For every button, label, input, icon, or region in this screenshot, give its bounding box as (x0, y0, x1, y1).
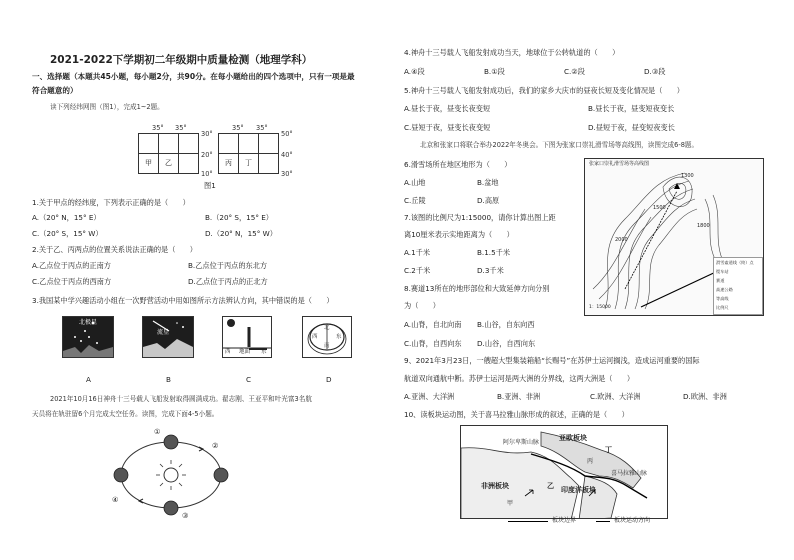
q5-stem: 5.神舟十三号载人飞船发射成功后，我们的家乡大庆市的昼夜长短及变化情况是（ ） (404, 86, 684, 95)
q1-stem: 1.关于甲点的经纬度，下列表示正确的是（ ） (32, 198, 190, 207)
cell-yi: 乙 (159, 154, 179, 174)
cell-ding: 丁 (239, 154, 259, 174)
fig1-lon-3: 35° (232, 124, 244, 132)
q5-opt-c[interactable]: C.昼短于夜，昼变长夜变短 (404, 123, 491, 132)
q2-opt-b[interactable]: B.乙点位于丙点的东北方 (188, 261, 268, 270)
contour-scale: 1：15000 (589, 305, 611, 310)
plate-africa-label: 非洲板块 (481, 482, 509, 490)
orbit-label-3: ③ (182, 511, 189, 520)
fig1-lat-6: 30° (281, 170, 293, 178)
q6-opt-d[interactable]: D.高原 (477, 196, 500, 205)
q9-opt-a[interactable]: A.亚洲、大洋洲 (404, 392, 455, 401)
q9-opt-d[interactable]: D.欧洲、非洲 (683, 392, 727, 401)
q5-opt-a[interactable]: A.昼长于夜，昼变长夜变短 (404, 104, 491, 113)
q7-opt-c[interactable]: C.2千米 (404, 266, 431, 275)
q8-stem-cont: 为（ ） (404, 301, 440, 310)
contour-elev-2: 2000 (615, 237, 628, 243)
q4-opt-d[interactable]: D.③段 (644, 67, 666, 76)
fig1-lon-1: 35° (152, 124, 164, 132)
legend-boundary-line (508, 521, 548, 522)
contour-map (584, 158, 764, 316)
fig1-grid-right (218, 133, 279, 174)
q6-opt-a[interactable]: A.山地 (404, 178, 426, 187)
legend-lift: 滑雪索道线（终）点 (716, 260, 754, 265)
intro-q6-8: 北京和张家口将联合举办2022年冬奥会。下图为张家口崇礼滑雪场等高线图，读图完成6-8题。 (420, 141, 699, 149)
contour-elev-3: 1800 (697, 223, 710, 229)
q8-opt-a[interactable]: A.山脊，自北向南 (404, 320, 462, 329)
fig1-grid-left (138, 133, 199, 174)
q4-opt-b[interactable]: B.①段 (484, 67, 505, 76)
contour-legend (713, 257, 763, 315)
q1-opt-b[interactable]: B.（20° S，15° E） (205, 213, 273, 222)
q3-a-label: 北极星 (79, 319, 98, 326)
q3-c-east: 东 (261, 349, 267, 355)
q2-stem: 2.关于乙、丙两点的位置关系说法正确的是（ ） (32, 245, 197, 254)
contour-peak: 1300 (681, 173, 694, 179)
q10-stem: 10、读板块运动图，关于喜马拉雅山脉形成的叙述，正确的是（ ） (404, 410, 629, 419)
fig1-lat-2: 20° (201, 151, 213, 159)
fig1-caption: 图1 (204, 181, 216, 190)
fig1-lon-4: 35° (256, 124, 268, 132)
q1-opt-c[interactable]: C.（20° S，15° W） (32, 229, 103, 238)
legend-highway: 高速公路 (716, 287, 733, 292)
q3-opt-b[interactable]: B (166, 375, 171, 384)
q3-image-b (142, 316, 194, 358)
sun-icon (164, 468, 178, 482)
q7-opt-d[interactable]: D.3千米 (477, 266, 504, 275)
legend-motion: 板块运动方向 (614, 517, 651, 524)
legend-boundary: 板块边界 (552, 517, 577, 524)
plate-jia-label: 甲 (507, 500, 514, 507)
plate-bing-label: 丙 (587, 458, 594, 465)
orbit-label-2: ② (212, 441, 219, 450)
q3-image-a (62, 316, 114, 358)
q7-opt-a[interactable]: A.1千米 (404, 248, 431, 257)
peak-icon (674, 183, 680, 189)
q4-opt-c[interactable]: C.②段 (564, 67, 585, 76)
q5-opt-b[interactable]: B.昼长于夜，昼变短夜变长 (588, 104, 675, 113)
q2-opt-d[interactable]: D.乙点位于丙点的正北方 (188, 277, 268, 286)
page-title: 2021-2022下学期初二年级期中质量检测（地理学科） (50, 54, 313, 66)
q3-image-d (302, 316, 352, 358)
q3-d-east: 东 (336, 334, 342, 340)
q3-d-west: 西 (312, 334, 318, 340)
q8-opt-c[interactable]: C.山脊，自西向东 (404, 339, 462, 348)
q3-d-south: 南 (324, 343, 330, 349)
q3-b-label: 流星 (157, 329, 170, 336)
q4-opt-a[interactable]: A.④段 (404, 67, 425, 76)
q6-opt-b[interactable]: B.盆地 (477, 178, 499, 187)
orbit-label-1: ① (154, 427, 161, 436)
q3-opt-d[interactable]: D (326, 375, 332, 384)
plate-india-label: 印度洋板块 (561, 486, 596, 494)
q4-stem: 4.神舟十三号载人飞船发射成功当天，地球位于公转轨道的（ ） (404, 48, 620, 57)
q9-opt-c[interactable]: C.欧洲、大洋洲 (590, 392, 641, 401)
fig1-lat-3: 10° (201, 170, 213, 178)
q3-image-c (222, 316, 272, 358)
earth-orbit-diagram (106, 425, 256, 525)
q3-d-north: 北 (324, 325, 330, 331)
plate-eurasia-label: 亚欧板块 (559, 434, 587, 442)
fig1-lat-1: 30° (201, 130, 213, 138)
compass-icon (303, 317, 351, 357)
q3-c-ground: 地面 (239, 349, 251, 355)
q3-stem: 3.我国某中学兴趣活动小组在一次野营活动中用如图所示方法辨认方向，其中错误的是（ ） (32, 296, 334, 305)
intro-q4-5: 2021年10月16日神舟十三号载人飞船发射取得圆满成功。翟志刚、王亚平和叶光富3名航 (50, 395, 312, 403)
q7-opt-b[interactable]: B.1.5千米 (477, 248, 511, 257)
q1-opt-d[interactable]: D.（20° N，15° W） (205, 229, 277, 238)
fig1-lat-5: 40° (281, 151, 293, 159)
legend-contour: 等高线 (716, 296, 729, 301)
q8-opt-b[interactable]: B.山谷，自东向西 (477, 320, 535, 329)
plate-ding-label: 丁 (605, 446, 612, 454)
plate-himalaya-label: 喜马拉雅山脉 (611, 470, 648, 477)
q7-stem-cont: 离10厘米表示实地距离为（ ） (404, 230, 514, 239)
cell-jia: 甲 (139, 154, 159, 174)
plate-map (460, 425, 668, 519)
section1-heading-cont: 符合题意的） (32, 86, 78, 95)
fig1-lon-2: 35° (175, 124, 187, 132)
q2-opt-a[interactable]: A.乙点位于丙点的正南方 (32, 261, 111, 270)
q8-stem: 8.赛道13所在的地形部位和大致延伸方向分别 (404, 284, 550, 293)
q9-opt-b[interactable]: B.亚洲、非洲 (497, 392, 541, 401)
section1-heading: 一、选择题（本题共45小题，每小题2分，共90分。在每小题给出的四个选项中，只有一项是最 (32, 72, 355, 81)
legend-motion-arrow (596, 521, 610, 522)
q8-opt-d[interactable]: D.山谷，自西向东 (477, 339, 536, 348)
q1-opt-a[interactable]: A.（20° N，15° E） (32, 213, 101, 222)
q6-opt-c[interactable]: C.丘陵 (404, 196, 426, 205)
intro-fig1: 读下列经纬网图（图1），完成1~2题。 (50, 103, 164, 111)
q9-stem-cont: 航道双向通航中断。苏伊士运河是两大洲的分界线，这两大洲是（ ） (404, 374, 635, 383)
cell-bing: 丙 (219, 154, 239, 174)
legend-station: 缆车站 (716, 269, 729, 274)
q3-c-west: 西 (225, 349, 231, 355)
q7-stem: 7.该图的比例尺为1:15000，请你计算出图上距 (404, 213, 556, 222)
intro-q4-5-cont: 天员将在轨驻留6个月完成太空任务。读图，完成下面4-5小题。 (32, 410, 219, 418)
legend-scale: 比例尺 (716, 305, 729, 310)
meteor-icon (143, 317, 193, 357)
plate-yi-label: 乙 (547, 482, 554, 490)
fig1-lat-4: 50° (281, 130, 293, 138)
contour-map-title: 张家口崇礼滑雪场等高线图 (589, 161, 650, 167)
plate-atlas-label: 阿尔卑斯山脉 (503, 439, 540, 446)
q9-stem: 9、2021年3月23日，一艘超大型集装箱船“长赐号”在苏伊士运河搁浅，造成运河重要的国际 (404, 356, 700, 365)
orbit-label-4: ④ (112, 495, 119, 504)
q5-opt-d[interactable]: D.昼短于夜，昼变短夜变长 (588, 123, 675, 132)
q6-stem: 6.滑雪场所在地区地形为（ ） (404, 160, 512, 169)
contour-elev-1: 1500 (653, 205, 666, 211)
q3-opt-c[interactable]: C (246, 375, 252, 384)
q3-opt-a[interactable]: A (86, 375, 91, 384)
legend-track: 赛道 (716, 278, 725, 283)
q2-opt-c[interactable]: C.乙点位于丙点的西南方 (32, 277, 112, 286)
